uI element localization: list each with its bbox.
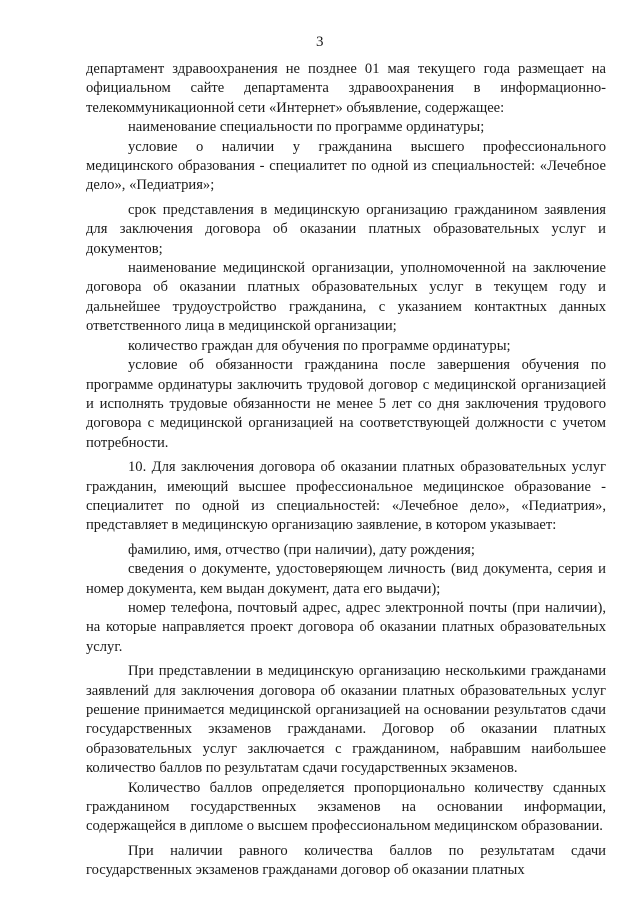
document-body xyxy=(86,60,606,881)
list-item: наименование медицинской организации, уполномоченной на заключение договора об оказании платных образовательных услуг в текущем году и дальнейшее трудоустройство гражданина, с указанием контактных данных ответственного лица в медицинской организации; xyxy=(86,260,606,335)
paragraph: 10. Для заключения договора об оказании платных образовательных услуг гражданин, имеющий высшее профессиональное медицинское образование - специалитет по одной из специальностей: «Лечебное дело», «Педиатрия», представляет в медицинскую организацию заявление, в котором указывает: xyxy=(86,459,606,534)
list-item: количество граждан для обучения по программе ординатуры; xyxy=(128,337,511,354)
paragraph: При представлении в медицинскую организацию несколькими гражданами заявлений для заключения договора об оказании платных образовательных услуг решение принимается медицинской организацией на основании результатов сдачи государственных экзаменов гражданами. Договор об оказании платных образовательных услуг заключается с гражданином, набравшим наибольшее количество баллов по результатам сдачи государственных экзаменов. xyxy=(86,663,606,777)
list-item: фамилию, имя, отчество (при наличии), дату рождения; xyxy=(128,541,475,558)
list-item: условие о наличии у гражданина высшего профессионального медицинского образования - специалитет по одной из специальностей: «Лечебное дело», «Педиатрия»; xyxy=(86,138,606,194)
list-item: срок представления в медицинскую организацию гражданином заявления для заключения договора об оказании платных образовательных услуг и документов; xyxy=(86,201,606,257)
paragraph: При наличии равного количества баллов по результатам сдачи государственных экзаменов гражданами договор об оказании платных xyxy=(86,842,606,879)
list-item: номер телефона, почтовый адрес, адрес электронной почты (при наличии), на которые направляется проект договора об оказании платных образовательных услуг. xyxy=(86,599,606,655)
list-item: условие об обязанности гражданина после завершения обучения по программе ординатуры заключить трудовой договор с медицинской организацией и исполнять трудовые обязанности не менее 5 лет со дня заключения трудового договора с медицинской организацией на соответствующей должности с учетом потребности. xyxy=(86,357,606,451)
page-number: 3 xyxy=(316,34,324,50)
paragraph: департамент здравоохранения не позднее 01 мая текущего года размещает на официальном сайте департамента здравоохранения в информационно-телекоммуникационной сети «Интернет» объявление, содержащее: xyxy=(86,61,606,116)
paragraph: Количество баллов определяется пропорционально количеству сданных гражданином государственных экзаменов на основании информации, содержащейся в дипломе о высшем профессиональном медицинском образовании. xyxy=(86,779,606,835)
list-item: сведения о документе, удостоверяющем личность (вид документа, серия и номер документа, кем выдан документ, дата его выдачи); xyxy=(86,561,606,597)
list-item: наименование специальности по программе ординатуры; xyxy=(128,119,485,136)
